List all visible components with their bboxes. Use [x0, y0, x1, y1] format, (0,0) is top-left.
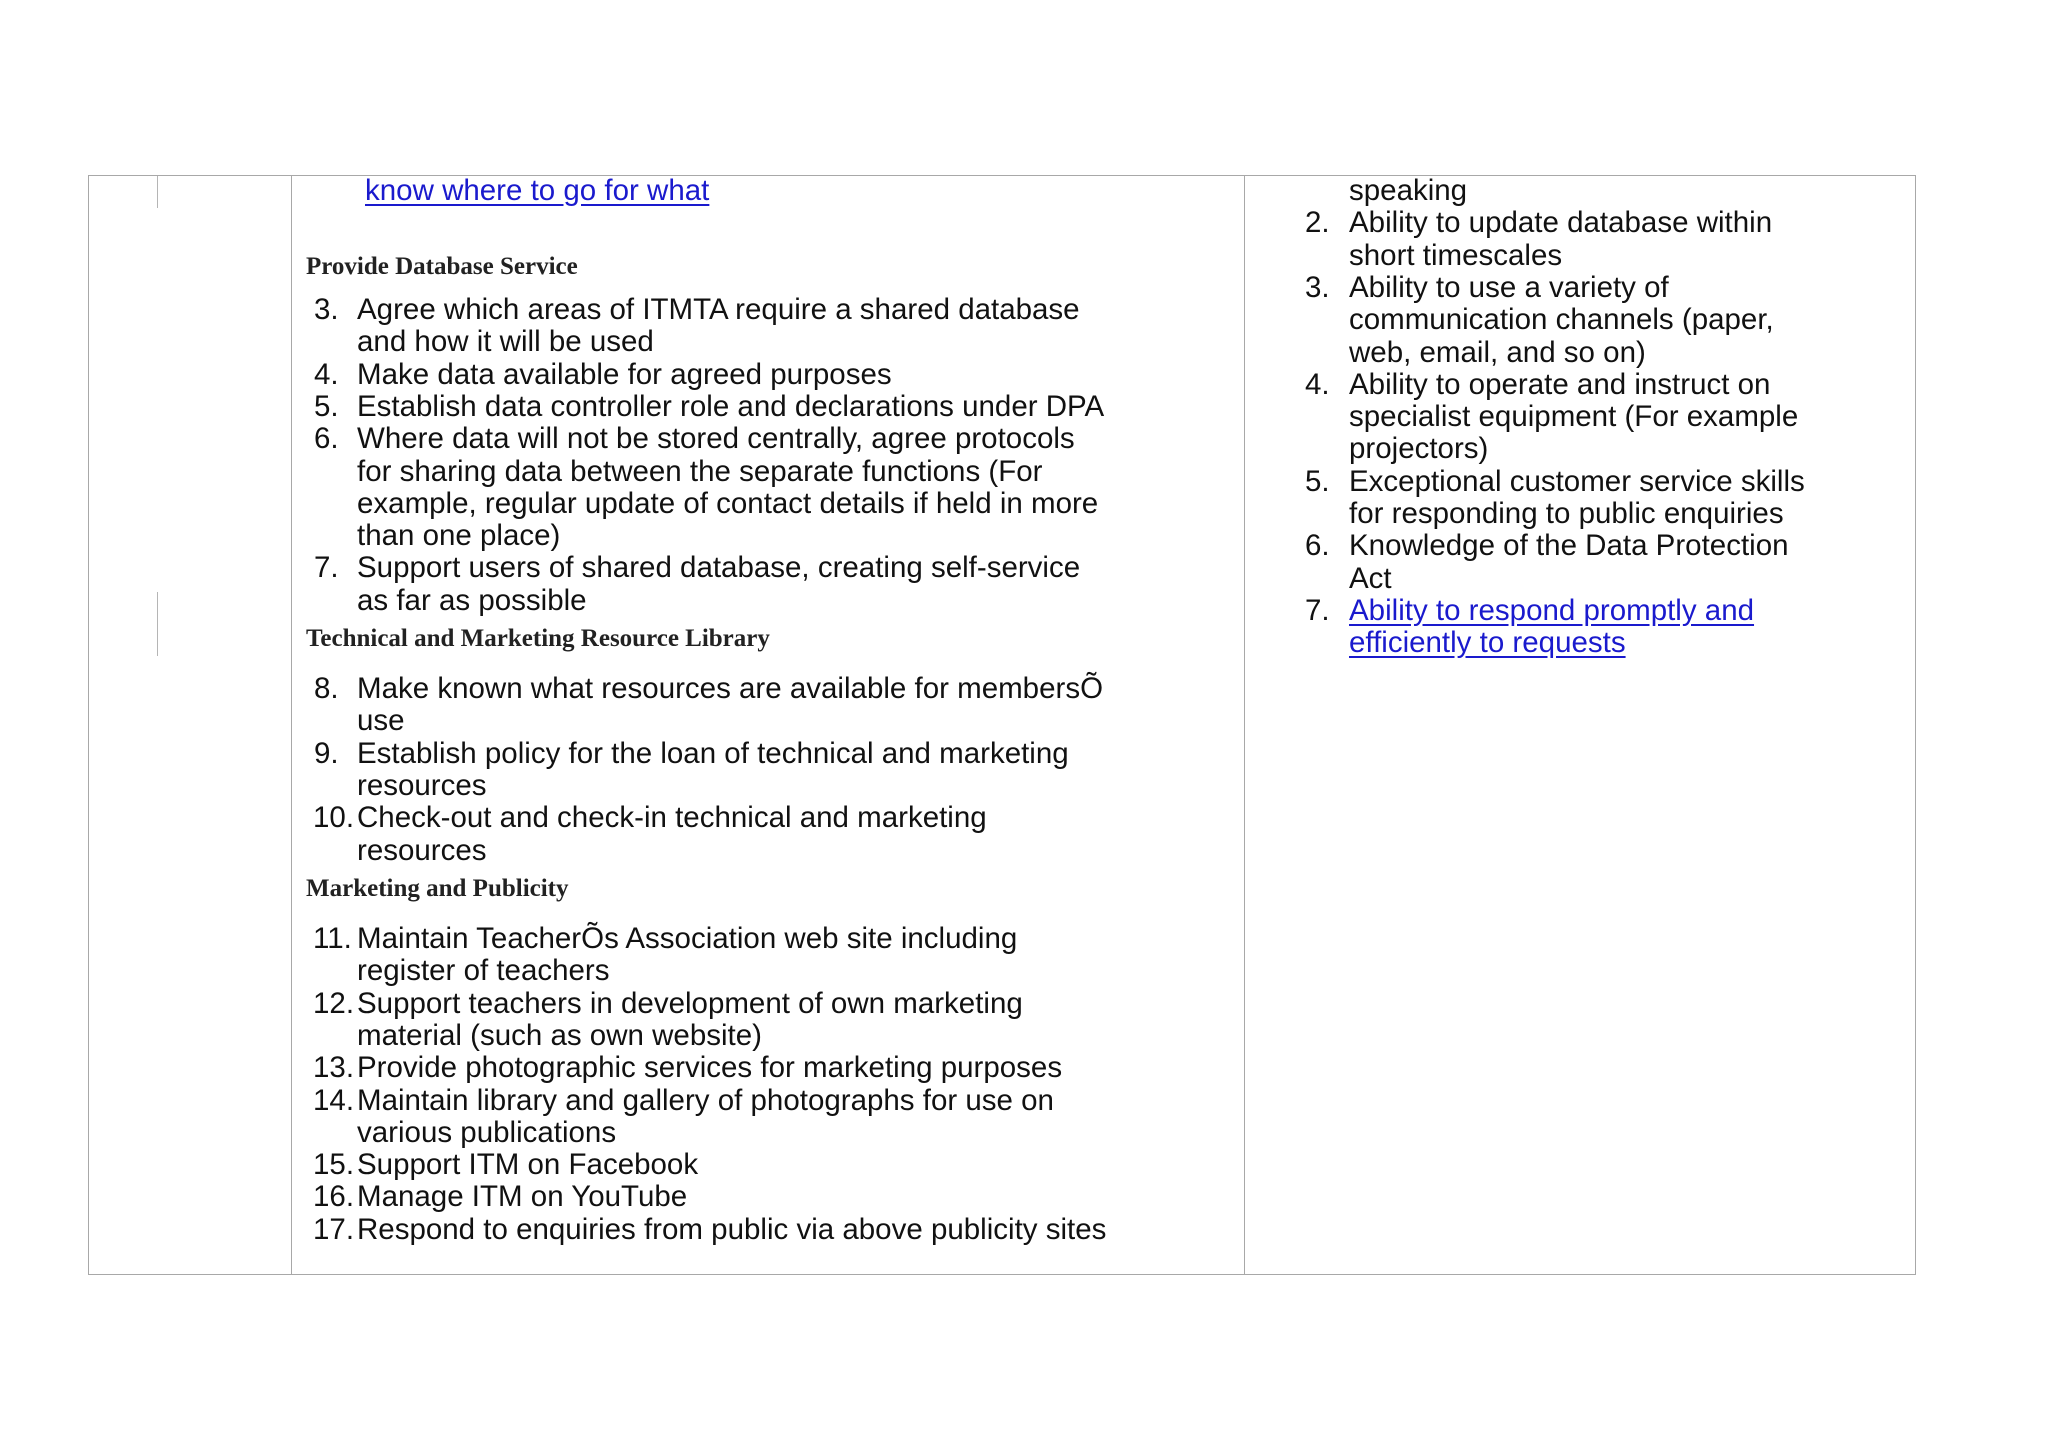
list-item-text: Ability to use a variety of — [1349, 270, 1669, 304]
continuation-text: speaking — [1349, 174, 1468, 207]
list-item-text: web, email, and so on) — [1349, 335, 1646, 369]
list-item-text: Agree which areas of ITMTA require a shared database — [357, 293, 1080, 326]
list-item-number: 11. — [313, 922, 352, 955]
list-item-text: various publications — [357, 1115, 617, 1149]
list-item-text: Check-out and check-in technical and marketing — [357, 801, 987, 835]
list-item-number: 3. — [1305, 270, 1330, 304]
list-item-number: 2. — [1305, 206, 1330, 240]
list-item-text: Maintain library and gallery of photographs for use on — [357, 1083, 1054, 1117]
list-item-number: 4. — [314, 357, 339, 391]
list-item-number: 7. — [314, 551, 339, 585]
list-item-text: and how it will be used — [357, 325, 654, 359]
list-item-number: 13. — [313, 1051, 355, 1085]
revision-mark — [157, 176, 158, 208]
list-item-number: 6. — [1305, 529, 1330, 563]
list-item-number: 7. — [1305, 593, 1330, 627]
list-item-text: Respond to enquiries from public via above publicity sites — [357, 1212, 1107, 1246]
list-item-text: Maintain TeacherÕs Association web site including — [357, 922, 1018, 955]
column-divider-left — [291, 176, 292, 1274]
list-item-number: 4. — [1305, 367, 1330, 401]
list-item-text: Provide photographic services for marketing purposes — [357, 1051, 1063, 1085]
list-item-number: 15. — [313, 1148, 355, 1182]
list-item-text: register of teachers — [357, 954, 610, 988]
list-item-number: 12. — [313, 986, 355, 1020]
list-item-text: as far as possible — [357, 583, 587, 617]
list-item-text: resources — [357, 833, 487, 867]
list-item-text: example, regular update of contact details if held in more — [357, 486, 1099, 520]
section-heading: Marketing and Publicity — [306, 875, 569, 902]
list-item-number: 10. — [313, 801, 355, 835]
list-item-text: Manage ITM on YouTube — [357, 1180, 688, 1214]
list-item-link[interactable]: Ability to respond promptly and — [1349, 593, 1755, 627]
list-item-text: Support ITM on Facebook — [357, 1148, 699, 1182]
list-item-text: Exceptional customer service skills — [1349, 464, 1805, 498]
list-item-text: resources — [357, 768, 487, 802]
list-item-link[interactable]: efficiently to requests — [1349, 626, 1626, 660]
list-item-text: Where data will not be stored centrally, agree protocols — [357, 422, 1075, 456]
list-item-text: Make known what resources are available for membersÕ — [357, 672, 1104, 705]
column-divider-right — [1244, 176, 1245, 1274]
list-item-number: 5. — [1305, 464, 1330, 498]
list-item-number: 16. — [313, 1180, 355, 1214]
list-item-text: Ability to operate and instruct on — [1349, 367, 1771, 401]
list-item-number: 17. — [313, 1212, 355, 1246]
list-item-number: 8. — [314, 672, 339, 705]
list-item-text: use — [357, 704, 405, 738]
section-heading: Provide Database Service — [306, 253, 578, 280]
list-item-text: Act — [1349, 561, 1392, 595]
top-link[interactable]: know where to go for what — [365, 174, 710, 207]
list-item-text: Support teachers in development of own marketing — [357, 986, 1023, 1020]
list-item-text: than one place) — [357, 519, 561, 553]
list-item-text: for sharing data between the separate functions (For — [357, 454, 1043, 488]
list-item-text: short timescales — [1349, 238, 1563, 272]
list-item-number: 14. — [313, 1083, 355, 1117]
list-item-text: Knowledge of the Data Protection — [1349, 529, 1789, 563]
list-item-text: Make data available for agreed purposes — [357, 357, 892, 391]
list-item-text: Support users of shared database, creating self-service — [357, 551, 1081, 585]
list-item-text: projectors) — [1349, 432, 1489, 466]
list-item-text: specialist equipment (For example — [1349, 400, 1799, 434]
list-item-text: Establish policy for the loan of technical and marketing — [357, 736, 1069, 770]
list-item-text: communication channels (paper, — [1349, 303, 1774, 337]
revision-mark — [157, 592, 158, 656]
list-item-number: 9. — [314, 736, 339, 770]
list-item-text: Establish data controller role and declarations under DPA — [357, 389, 1105, 423]
list-item-number: 5. — [314, 389, 339, 423]
section-heading: Technical and Marketing Resource Library — [306, 625, 770, 652]
list-item-text: for responding to public enquiries — [1349, 497, 1784, 530]
list-item-text: Ability to update database within — [1349, 206, 1773, 240]
list-item-number: 6. — [314, 422, 339, 456]
list-item-text: material (such as own website) — [357, 1018, 762, 1052]
list-item-number: 3. — [314, 293, 339, 326]
